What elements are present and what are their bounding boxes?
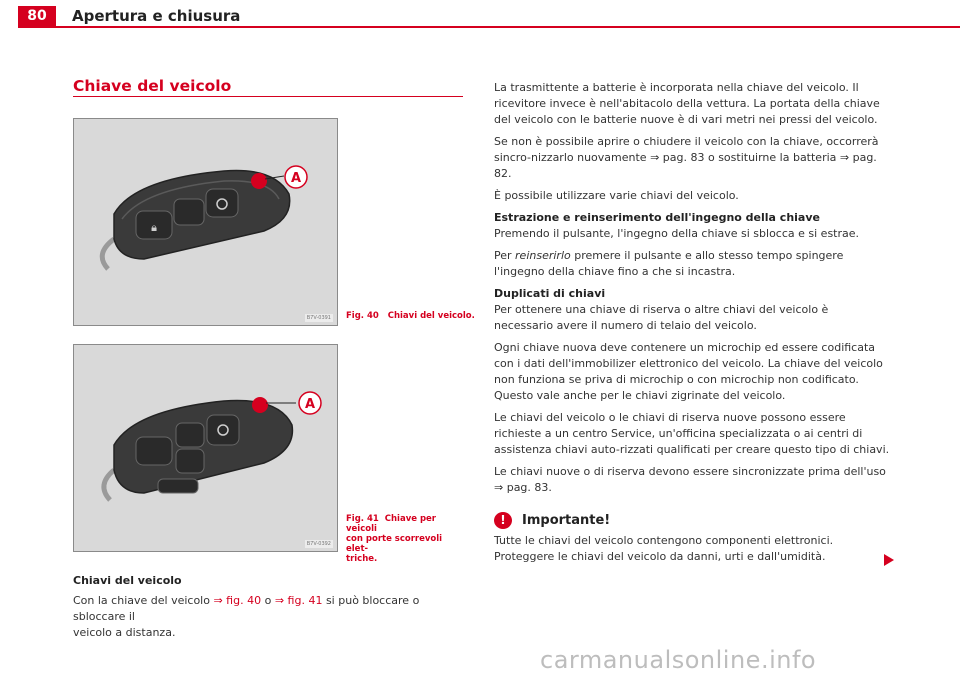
fig-40-link[interactable]: ⇒ fig. 40 <box>213 594 262 607</box>
figure-code: B7V-0391 <box>306 315 331 321</box>
figure-code: B7V-0392 <box>306 541 331 547</box>
paragraph-text: o <box>261 594 275 607</box>
paragraph-text: premere il pulsante e allo stesso tempo spingere l'ingegno della chiave fino a che si incastra. <box>494 249 844 278</box>
figure-41-caption <box>346 514 464 564</box>
subheading-chiavi: Chiavi del veicolo <box>73 574 182 587</box>
caption-line-2: con porte scorrevoli elet- <box>346 534 443 554</box>
paragraph-7: Ogni chiave nuova deve contenere un microchip ed essere codificata con i dati dell'immobilizer elettronico del veicolo. La chiave del veicolo non funziona se priva di microchip o con microchip non codificato. Questo vale anche per le chiavi zigrinate del veicolo. <box>494 341 883 402</box>
paragraph-5 <box>494 248 890 280</box>
left-text-block <box>73 573 473 641</box>
paragraph-1: La trasmittente a batterie è incorporata nella chiave del veicolo. Il ricevitore invece è nell'abitacolo della vettura. La portata della chiave del veicolo con le batterie nuove è di vari metri nei pressi del veicolo. <box>494 81 880 126</box>
paragraph-text: veicolo a distanza. <box>73 626 176 639</box>
paragraph-2: Se non è possibile aprire o chiudere il veicolo con la chiave, occorrerà sincro-nizzarlo nuovamente ⇒ pag. 83 o sostituirne la batteria ⇒ pag. 82. <box>494 135 879 180</box>
chapter-title: Apertura e chiusura <box>72 7 241 25</box>
continue-arrow-icon <box>884 554 894 566</box>
important-title: Importante! <box>522 513 611 528</box>
watermark: carmanualsonline.info <box>540 646 817 674</box>
caption-line-3: triche. <box>346 554 378 564</box>
caption-text: Chiavi del veicolo. <box>387 311 475 321</box>
paragraph-3: È possibile utilizzare varie chiavi del veicolo. <box>494 189 739 202</box>
emphasis-text: reinserirlo <box>515 249 571 262</box>
caption-line-1: Chiave per veicoli <box>346 514 436 534</box>
caption-number: Fig. 40 <box>346 311 379 321</box>
paragraph-text: Per <box>494 249 516 262</box>
paragraph-8: Le chiavi del veicolo o le chiavi di riserva nuove possono essere richieste a un centro Service, un'officina specializzata o ai centri di assistenza chiavi auto-rizzati qualificati per creare questo tipo di chiavi. <box>494 411 890 456</box>
callout-a: A <box>304 397 316 412</box>
section-rule <box>73 96 463 97</box>
callout-a: A <box>290 171 302 186</box>
paragraph-4: Premendo il pulsante, l'ingegno della chiave si sblocca e si estrae. <box>494 227 860 240</box>
svg-text:🔒︎: 🔒︎ <box>151 221 157 234</box>
paragraph-text: Con la chiave del veicolo <box>73 594 214 607</box>
car-key-illustration <box>74 119 337 325</box>
warning-icon: ! <box>494 512 512 529</box>
caption-number: Fig. 41 <box>346 514 379 524</box>
paragraph-9: Le chiavi nuove o di riserva devono essere sincronizzate prima dell'uso ⇒ pag. 83. <box>494 465 886 494</box>
important-notice <box>494 512 890 565</box>
figure-41 <box>73 344 338 552</box>
subheading-duplicati: Duplicati di chiavi <box>494 287 606 300</box>
important-text: Tutte le chiavi del veicolo contengono componenti elettronici. Proteggere le chiavi del veicolo da danni, urti e dall'umidità. <box>494 534 834 563</box>
sliding-door-key-illustration <box>74 345 337 551</box>
page-number: 80 <box>18 6 56 26</box>
section-title: Chiave del veicolo <box>73 77 232 95</box>
figure-40-caption <box>346 311 475 321</box>
right-column <box>494 80 890 502</box>
fig-41-link[interactable]: ⇒ fig. 41 <box>274 594 323 607</box>
figure-40 <box>73 118 338 326</box>
subheading-estrazione: Estrazione e reinserimento dell'ingegno della chiave <box>494 211 820 224</box>
paragraph-6: Per ottenere una chiave di riserva o altre chiavi del veicolo è necessario avere il numero di telaio del veicolo. <box>494 303 829 332</box>
header-rule <box>18 26 960 28</box>
paragraph-text: si può bloccare o sbloccare il <box>73 594 420 623</box>
